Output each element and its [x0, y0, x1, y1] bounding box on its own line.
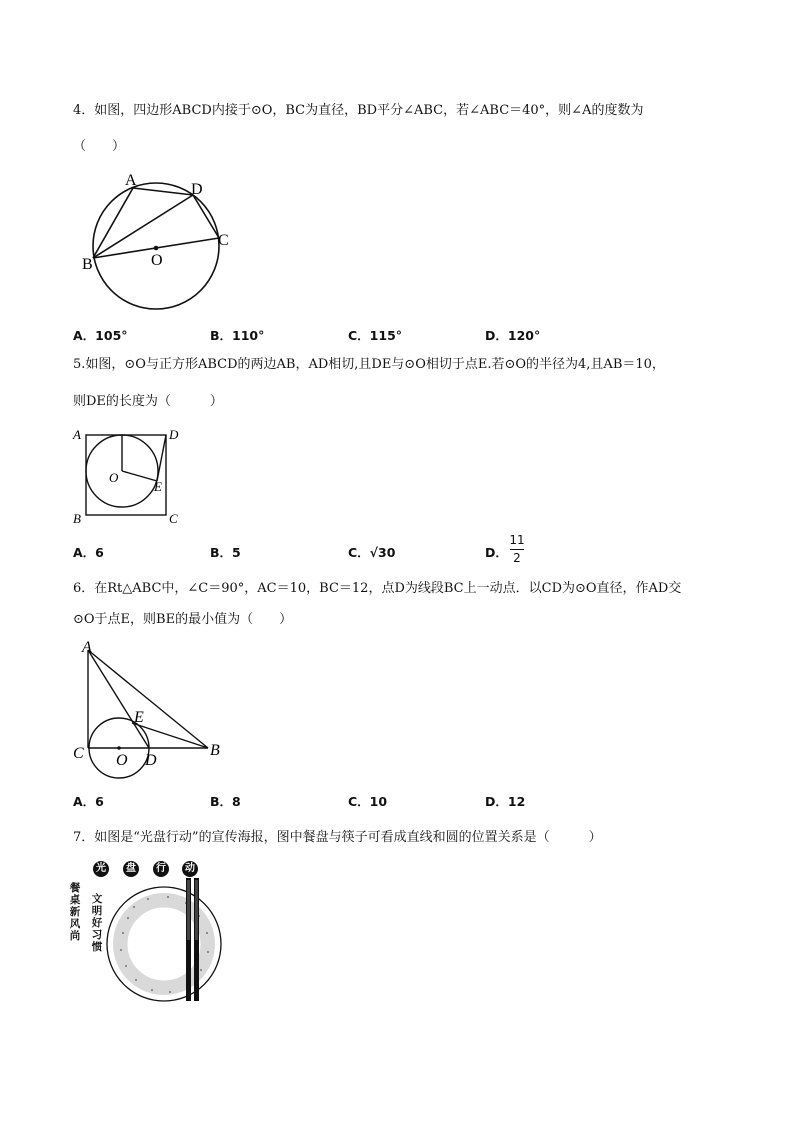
q4-label-b: B [82, 256, 93, 273]
q6-triangle-figure [68, 638, 228, 778]
q4-label-o: O [151, 252, 163, 269]
q7-stem: 7．如图是“光盘行动”的宣传海报，图中餐盘与筷子可看成直线和圆的位置关系是（ ） [73, 830, 602, 845]
q5-option-c[interactable]: C．√30 [348, 545, 396, 560]
q5-option-d-denominator: 2 [513, 551, 521, 565]
q6-label-c: C [73, 745, 84, 762]
q6-label-e: E [134, 709, 144, 726]
poster-slogan-right: 文 明 好 习 惯 [91, 893, 103, 953]
q6-stem-line1: 6．在Rt△ABC中，∠C＝90°，AC＝10，BC＝12，点D为线段BC上一动点．以CD为⊙O直径，作AD交 [73, 581, 682, 596]
q6-option-a[interactable]: A．6 [73, 794, 104, 809]
q5-label-c: C [169, 511, 178, 526]
poster-title-char-1: 光 [93, 861, 109, 877]
plate-and-chopsticks [68, 858, 228, 1008]
q6-label-a: A [82, 639, 92, 656]
q6-option-c[interactable]: C．10 [348, 794, 388, 809]
q4-option-d[interactable]: D．120° [485, 328, 541, 343]
q7-poster [68, 858, 228, 1008]
q5-label-d: D [169, 427, 179, 442]
q4-label-a: A [125, 172, 137, 189]
q6-option-d[interactable]: D．12 [485, 794, 526, 809]
q5-option-b[interactable]: B．5 [210, 545, 241, 560]
q5-label-e: E [154, 479, 162, 494]
q4-option-b[interactable]: B．110° [210, 328, 265, 343]
q4-label-d: D [191, 181, 203, 198]
q5-option-d-fraction-bar [510, 549, 524, 550]
q5-option-a[interactable]: A．6 [73, 545, 104, 560]
q5-option-d[interactable]: D． [485, 545, 508, 560]
poster-title-char-3: 行 [153, 861, 169, 877]
q6-label-d: D [145, 752, 157, 769]
q5-option-d-numerator: 11 [509, 533, 525, 547]
q6-stem-line2: ⊙O于点E，则BE的最小值为（ ） [73, 612, 293, 627]
q6-label-b: B [210, 742, 220, 759]
q4-option-c[interactable]: C．115° [348, 328, 403, 343]
q6-option-b[interactable]: B．8 [210, 794, 241, 809]
q4-stem: 4．如图，四边形ABCD内接于⊙O，BC为直径，BD平分∠ABC，若∠ABC＝40°，则∠A的度数为 [73, 103, 644, 118]
q4-circle-figure [80, 170, 240, 320]
q4-option-a[interactable]: A．105° [73, 328, 128, 343]
q5-label-b: B [73, 511, 81, 526]
poster-title-char-4: 动 [182, 861, 198, 877]
poster-title-char-2: 盘 [123, 861, 139, 877]
q5-stem-line2: 则DE的长度为（ ） [73, 394, 223, 409]
q4-label-c: C [218, 232, 229, 249]
poster-slogan-left: 餐 桌 新 风 尚 [69, 882, 81, 942]
q4-answer-paren: （ ） [73, 139, 126, 154]
q5-stem-line1: 5.如图，⊙O与正方形ABCD的两边AB，AD相切,且DE与⊙O相切于点E.若⊙O的半径为4,且AB＝10， [73, 357, 665, 372]
q5-label-o: O [109, 470, 119, 485]
q5-square-figure [72, 424, 192, 524]
q5-label-a: A [73, 427, 81, 442]
q6-label-o: O [116, 752, 128, 769]
